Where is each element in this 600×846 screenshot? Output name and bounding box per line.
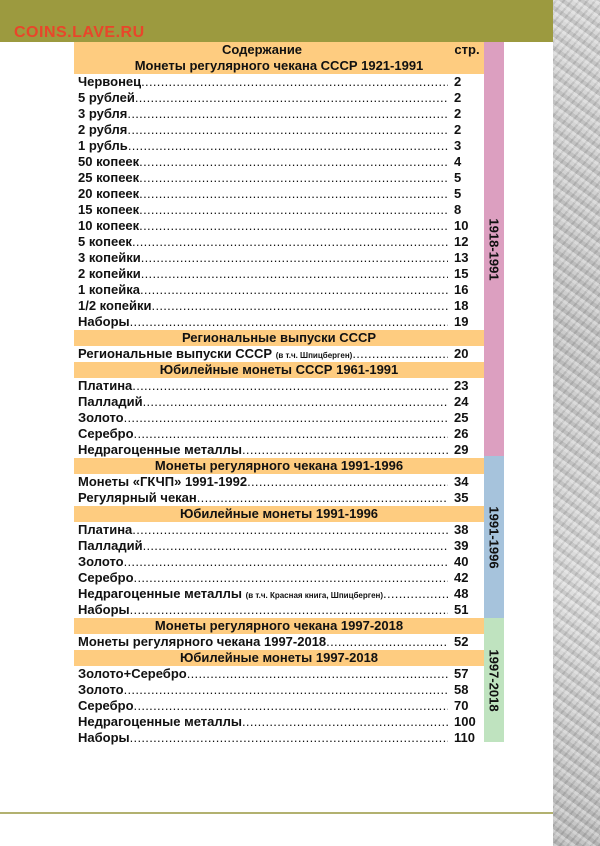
entry-page-number: 12	[454, 234, 469, 249]
era-label: 1991-1996	[486, 505, 502, 569]
entry-title: Золото+Серебро	[78, 666, 187, 681]
entry-title: 15 копеек	[78, 202, 140, 217]
toc-entry[interactable]	[74, 346, 484, 362]
entry-label	[74, 282, 448, 298]
entry-title: 10 копеек	[78, 218, 140, 233]
entry-label	[74, 634, 448, 650]
entry-title: Золото	[78, 410, 124, 425]
entry-label	[74, 714, 448, 730]
entry-page-number: 26	[454, 426, 469, 441]
entry-title: Наборы	[78, 314, 130, 329]
toc-entry[interactable]	[74, 714, 484, 730]
entry-page-number: 3	[454, 138, 462, 153]
section-heading: Монеты регулярного чекана 1997-2018	[74, 618, 484, 634]
toc-entry[interactable]	[74, 282, 484, 298]
toc-entry[interactable]	[74, 586, 484, 602]
entry-label	[74, 74, 448, 90]
section-heading: Юбилейные монеты 1997-2018	[74, 650, 484, 666]
era-label: 1997-2018	[486, 648, 502, 712]
toc-entry[interactable]	[74, 682, 484, 698]
entry-label	[74, 666, 448, 682]
entry-title: 20 копеек	[78, 186, 140, 201]
section-heading: Монеты регулярного чекана СССР 1921-1991	[74, 58, 484, 74]
entry-label	[74, 554, 448, 570]
toc-entry[interactable]	[74, 234, 484, 250]
entry-label	[74, 90, 448, 106]
entry-page-number: 51	[454, 602, 469, 617]
entry-label	[74, 426, 448, 442]
toc-entry[interactable]	[74, 170, 484, 186]
entry-page-number: 4	[454, 154, 462, 169]
entry-label	[74, 602, 448, 618]
entry-label	[74, 394, 448, 410]
bottom-divider	[0, 812, 553, 814]
table-of-contents	[74, 42, 484, 746]
entry-page-number: 2	[454, 106, 462, 121]
section-heading: Юбилейные монеты СССР 1961-1991	[74, 362, 484, 378]
entry-label	[74, 522, 448, 538]
entry-page-number: 20	[454, 346, 469, 361]
entry-label	[74, 122, 448, 138]
toc-entry[interactable]	[74, 442, 484, 458]
toc-title: Содержание	[221, 42, 303, 57]
entry-title: Серебро	[78, 570, 134, 585]
toc-entry[interactable]	[74, 74, 484, 90]
section-heading: Юбилейные монеты 1991-1996	[74, 506, 484, 522]
toc-entry[interactable]	[74, 154, 484, 170]
entry-title: Региональные выпуски СССР	[78, 346, 273, 361]
entry-page-number: 25	[454, 410, 469, 425]
entry-title: 1/2 копейки	[78, 298, 152, 313]
entry-label	[74, 234, 448, 250]
entry-page-number: 100	[454, 714, 476, 729]
entry-page-number: 24	[454, 394, 469, 409]
entry-label	[74, 490, 448, 506]
entry-label	[74, 410, 448, 426]
entry-page-number: 2	[454, 74, 462, 89]
toc-entry[interactable]	[74, 666, 484, 682]
entry-label	[74, 154, 448, 170]
entry-label	[74, 730, 448, 746]
entry-title: Недрагоценные металлы	[78, 586, 242, 601]
entry-page-number: 52	[454, 634, 469, 649]
toc-entry[interactable]	[74, 186, 484, 202]
toc-entry[interactable]	[74, 490, 484, 506]
entry-title: Палладий	[78, 394, 143, 409]
entry-label	[74, 266, 448, 282]
entry-page-number: 2	[454, 122, 462, 137]
toc-entry[interactable]	[74, 570, 484, 586]
entry-page-number: 38	[454, 522, 469, 537]
era-band-1991-1996	[484, 456, 504, 618]
entry-page-number: 5	[454, 186, 462, 201]
entry-page-number: 5	[454, 170, 462, 185]
entry-page-number: 2	[454, 90, 462, 105]
entry-label	[74, 202, 448, 218]
decorative-sidebar	[553, 0, 600, 846]
entry-title: Наборы	[78, 730, 130, 745]
entry-title: Серебро	[78, 426, 134, 441]
entry-note: (в т.ч. Шпицберген)	[275, 351, 353, 360]
toc-entry[interactable]	[74, 298, 484, 314]
toc-entry[interactable]	[74, 266, 484, 282]
watermark: COINS.LAVE.RU	[14, 24, 145, 41]
entry-title: 50 копеек	[78, 154, 140, 169]
entry-page-number: 110	[454, 730, 475, 745]
entry-title: 1 рубль	[78, 138, 128, 153]
toc-entry[interactable]	[74, 730, 484, 746]
entry-label	[74, 586, 448, 602]
section-heading: Монеты регулярного чекана 1991-1996	[74, 458, 484, 474]
entry-label	[74, 346, 448, 362]
entry-label	[74, 698, 448, 714]
entry-page-number: 58	[454, 682, 469, 697]
toc-entry[interactable]	[74, 522, 484, 538]
entry-title: Платина	[78, 378, 133, 393]
toc-entry[interactable]	[74, 122, 484, 138]
entry-label	[74, 378, 448, 394]
entry-page-number: 19	[454, 314, 469, 329]
entry-page-number: 57	[454, 666, 469, 681]
toc-entry[interactable]	[74, 250, 484, 266]
section-heading: Региональные выпуски СССР	[74, 330, 484, 346]
entry-title: Золото	[78, 554, 124, 569]
entry-page-number: 39	[454, 538, 469, 553]
entry-title: Серебро	[78, 698, 134, 713]
entry-label	[74, 538, 448, 554]
entry-label	[74, 682, 448, 698]
entry-title: 3 копейки	[78, 250, 141, 265]
entry-page-number: 18	[454, 298, 469, 313]
entry-label	[74, 474, 448, 490]
entry-title: 5 рублей	[78, 90, 135, 105]
entry-title: 3 рубля	[78, 106, 128, 121]
entry-label	[74, 106, 448, 122]
entry-page-number: 42	[454, 570, 469, 585]
toc-entry[interactable]	[74, 394, 484, 410]
entry-label	[74, 218, 448, 234]
entry-page-number: 35	[454, 490, 469, 505]
entry-title: Недрагоценные металлы	[78, 442, 242, 457]
entry-label	[74, 442, 448, 458]
entry-page-number: 8	[454, 202, 462, 217]
entry-note: (в т.ч. Красная книга, Шпицберген)	[245, 591, 384, 600]
entry-label	[74, 186, 448, 202]
entry-title: Недрагоценные металлы	[78, 714, 242, 729]
toc-entry[interactable]	[74, 410, 484, 426]
toc-entry[interactable]	[74, 602, 484, 618]
entry-title: 2 копейки	[78, 266, 141, 281]
entry-page-number: 29	[454, 442, 469, 457]
entry-page-number: 48	[454, 586, 469, 601]
page-column-label: стр.	[454, 42, 480, 57]
entry-page-number: 13	[454, 250, 469, 265]
entry-label	[74, 138, 448, 154]
entry-label	[74, 570, 448, 586]
era-label: 1918-1991	[486, 217, 502, 281]
entry-page-number: 16	[454, 282, 469, 297]
era-band-1997-2018	[484, 618, 504, 742]
toc-entry[interactable]	[74, 202, 484, 218]
entry-label	[74, 250, 448, 266]
entry-title: Наборы	[78, 602, 130, 617]
entry-page-number: 34	[454, 474, 469, 489]
entry-title: 1 копейка	[78, 282, 140, 297]
era-band-1918-1991	[484, 42, 504, 456]
entry-title: Монеты регулярного чекана 1997-2018	[78, 634, 327, 649]
toc-entry[interactable]	[74, 218, 484, 234]
entry-title: 5 копеек	[78, 234, 132, 249]
entry-label	[74, 170, 448, 186]
entry-page-number: 15	[454, 266, 469, 281]
toc-entry[interactable]	[74, 106, 484, 122]
toc-entry[interactable]	[74, 698, 484, 714]
toc-entry[interactable]	[74, 90, 484, 106]
entry-page-number: 23	[454, 378, 469, 393]
toc-entry[interactable]	[74, 378, 484, 394]
toc-entry[interactable]	[74, 474, 484, 490]
entry-title: Платина	[78, 522, 133, 537]
toc-entry[interactable]	[74, 138, 484, 154]
toc-entry[interactable]	[74, 634, 484, 650]
toc-entry[interactable]	[74, 554, 484, 570]
entry-title: 25 копеек	[78, 170, 140, 185]
toc-entry[interactable]	[74, 314, 484, 330]
entry-title: Монеты «ГКЧП» 1991-1992	[78, 474, 248, 489]
entry-page-number: 40	[454, 554, 469, 569]
entry-title: Палладий	[78, 538, 143, 553]
toc-header	[74, 42, 484, 58]
entry-title: 2 рубля	[78, 122, 128, 137]
entry-title: Золото	[78, 682, 124, 697]
entry-page-number: 10	[454, 218, 469, 233]
toc-entry[interactable]	[74, 426, 484, 442]
entry-label	[74, 314, 448, 330]
entry-title: Регулярный чекан	[78, 490, 197, 505]
toc-entry[interactable]	[74, 538, 484, 554]
entry-label	[74, 298, 448, 314]
entry-page-number: 70	[454, 698, 469, 713]
entry-title: Червонец	[78, 74, 142, 89]
